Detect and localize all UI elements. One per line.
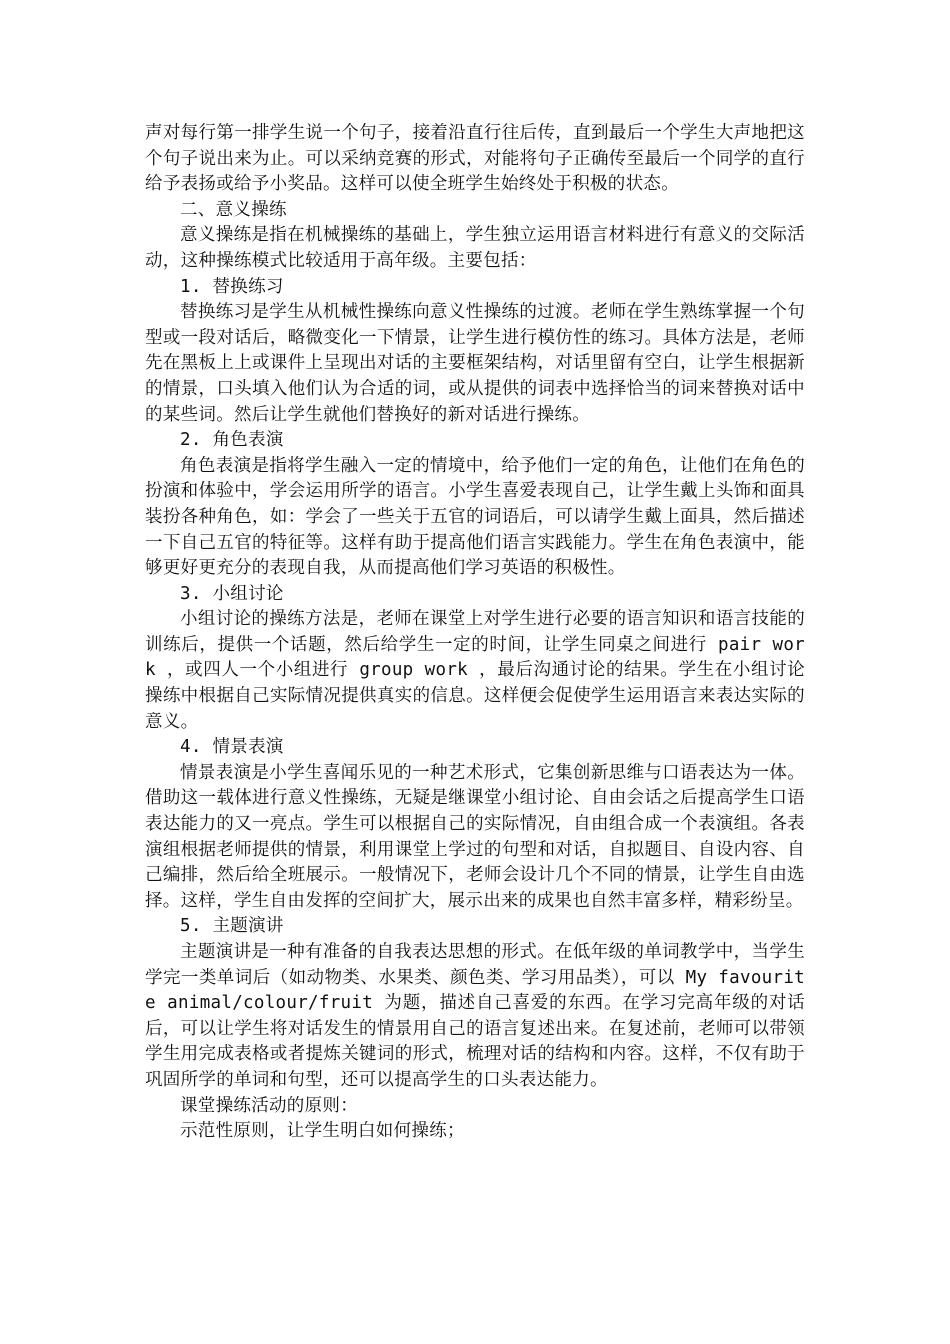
principle-demonstration: 示范性原则，让学生明白如何操练； (180, 1121, 465, 1142)
subheading-group-discussion: 3. 小组讨论 (180, 583, 284, 604)
document-body (145, 121, 805, 1145)
principles-heading: 课堂操练活动的原则： (180, 1095, 358, 1116)
paragraph-meaning-practice: 意义操练是指在机械操练的基础上，学生独立运用语言材料进行有意义的交际活动，这种操练模式比较适用于高年级。主要包括： (145, 225, 805, 271)
subheading-theme-speech: 5. 主题演讲 (180, 916, 284, 937)
paragraph-theme-speech: 主题演讲是一种有准备的自我表达思想的形式。在低年级的单词教学中，当学生学完一类单词后（如动物类、水果类、颜色类、学习用品类），可以 My favourite animal/colour/fruit 为题，描述自己喜爱的东西。在学习完高年级的对话后，可以让学生将对话发生的情景用自己的语言复述出来。在复述前，老师可以带领学生用完成表格或者提炼关键词的形式，梳理对话的结构和内容。这样，不仅有助于巩固所学的单词和句型，还可以提高学生的口头表达能力。 (145, 942, 805, 1090)
paragraph-intro: 声对每行第一排学生说一个句子，接着沿直行往后传，直到最后一个学生大声地把这个句子说出来为止。可以采纳竞赛的形式，对能将句子正确传至最后一个同学的直行给予表扬或给予小奖品。这样可以使全班学生始终处于积极的状态。 (145, 123, 805, 195)
subheading-substitution: 1. 替换练习 (180, 276, 284, 297)
paragraph-scene-performance: 情景表演是小学生喜闻乐见的一种艺术形式，它集创新思维与口语表达为一体。借助这一载体进行意义性操练，无疑是继课堂小组讨论、自由会话之后提高学生口语表达能力的又一亮点。学生可以根据自己的实际情况，自由组合成一个表演组。各表演组根据老师提供的情景，利用课堂上学过的句型和对话，自拟题目、自设内容、自己编排，然后给全班展示。一般情况下，老师会设计几个不同的情景，让学生自由选择。这样，学生自由发挥的空间扩大，展示出来的成果也自然丰富多样，精彩纷呈。 (145, 762, 805, 911)
paragraph-role-play: 角色表演是指将学生融入一定的情境中，给予他们一定的角色，让他们在角色的扮演和体验中，学会运用所学的语言。小学生喜爱表现自己，让学生戴上头饰和面具装扮各种角色，如：学会了一些关于五官的词语后，可以请学生戴上面具，然后描述一下自己五官的特征等。这样有助于提高他们语言实践能力。学生在角色表演中，能够更好更充分的表现自我，从而提高他们学习英语的积极性。 (145, 455, 805, 579)
subheading-role-play: 2. 角色表演 (180, 430, 284, 451)
paragraph-substitution: 替换练习是学生从机械性操练向意义性操练的过渡。老师在学生熟练掌握一个句型或一段对话后，略微变化一下情景，让学生进行模仿性的练习。具体方法是，老师先在黑板上上或课件上呈现出对话的主要框架结构，对话里留有空白，让学生根据新的情景，口头填入他们认为合适的词，或从提供的词表中选择恰当的词来替换对话中的某些词。然后让学生就他们替换好的新对话进行操练。 (145, 302, 805, 425)
section-heading-meaning-practice: 二、意义操练 (180, 199, 287, 220)
paragraph-group-discussion: 小组讨论的操练方法是，老师在课堂上对学生进行必要的语言知识和语言技能的训练后，提供一个话题，然后给学生一定的时间，让学生同桌之间进行 pair work ，或四人一个小组进行 group work ，最后沟通讨论的结果。学生在小组讨论操练中根据自己实际情况提供真实的信息。这样便会促使学生运用语言来表达实际的意义。 (145, 609, 805, 732)
subheading-scene-performance: 4. 情景表演 (180, 737, 284, 758)
